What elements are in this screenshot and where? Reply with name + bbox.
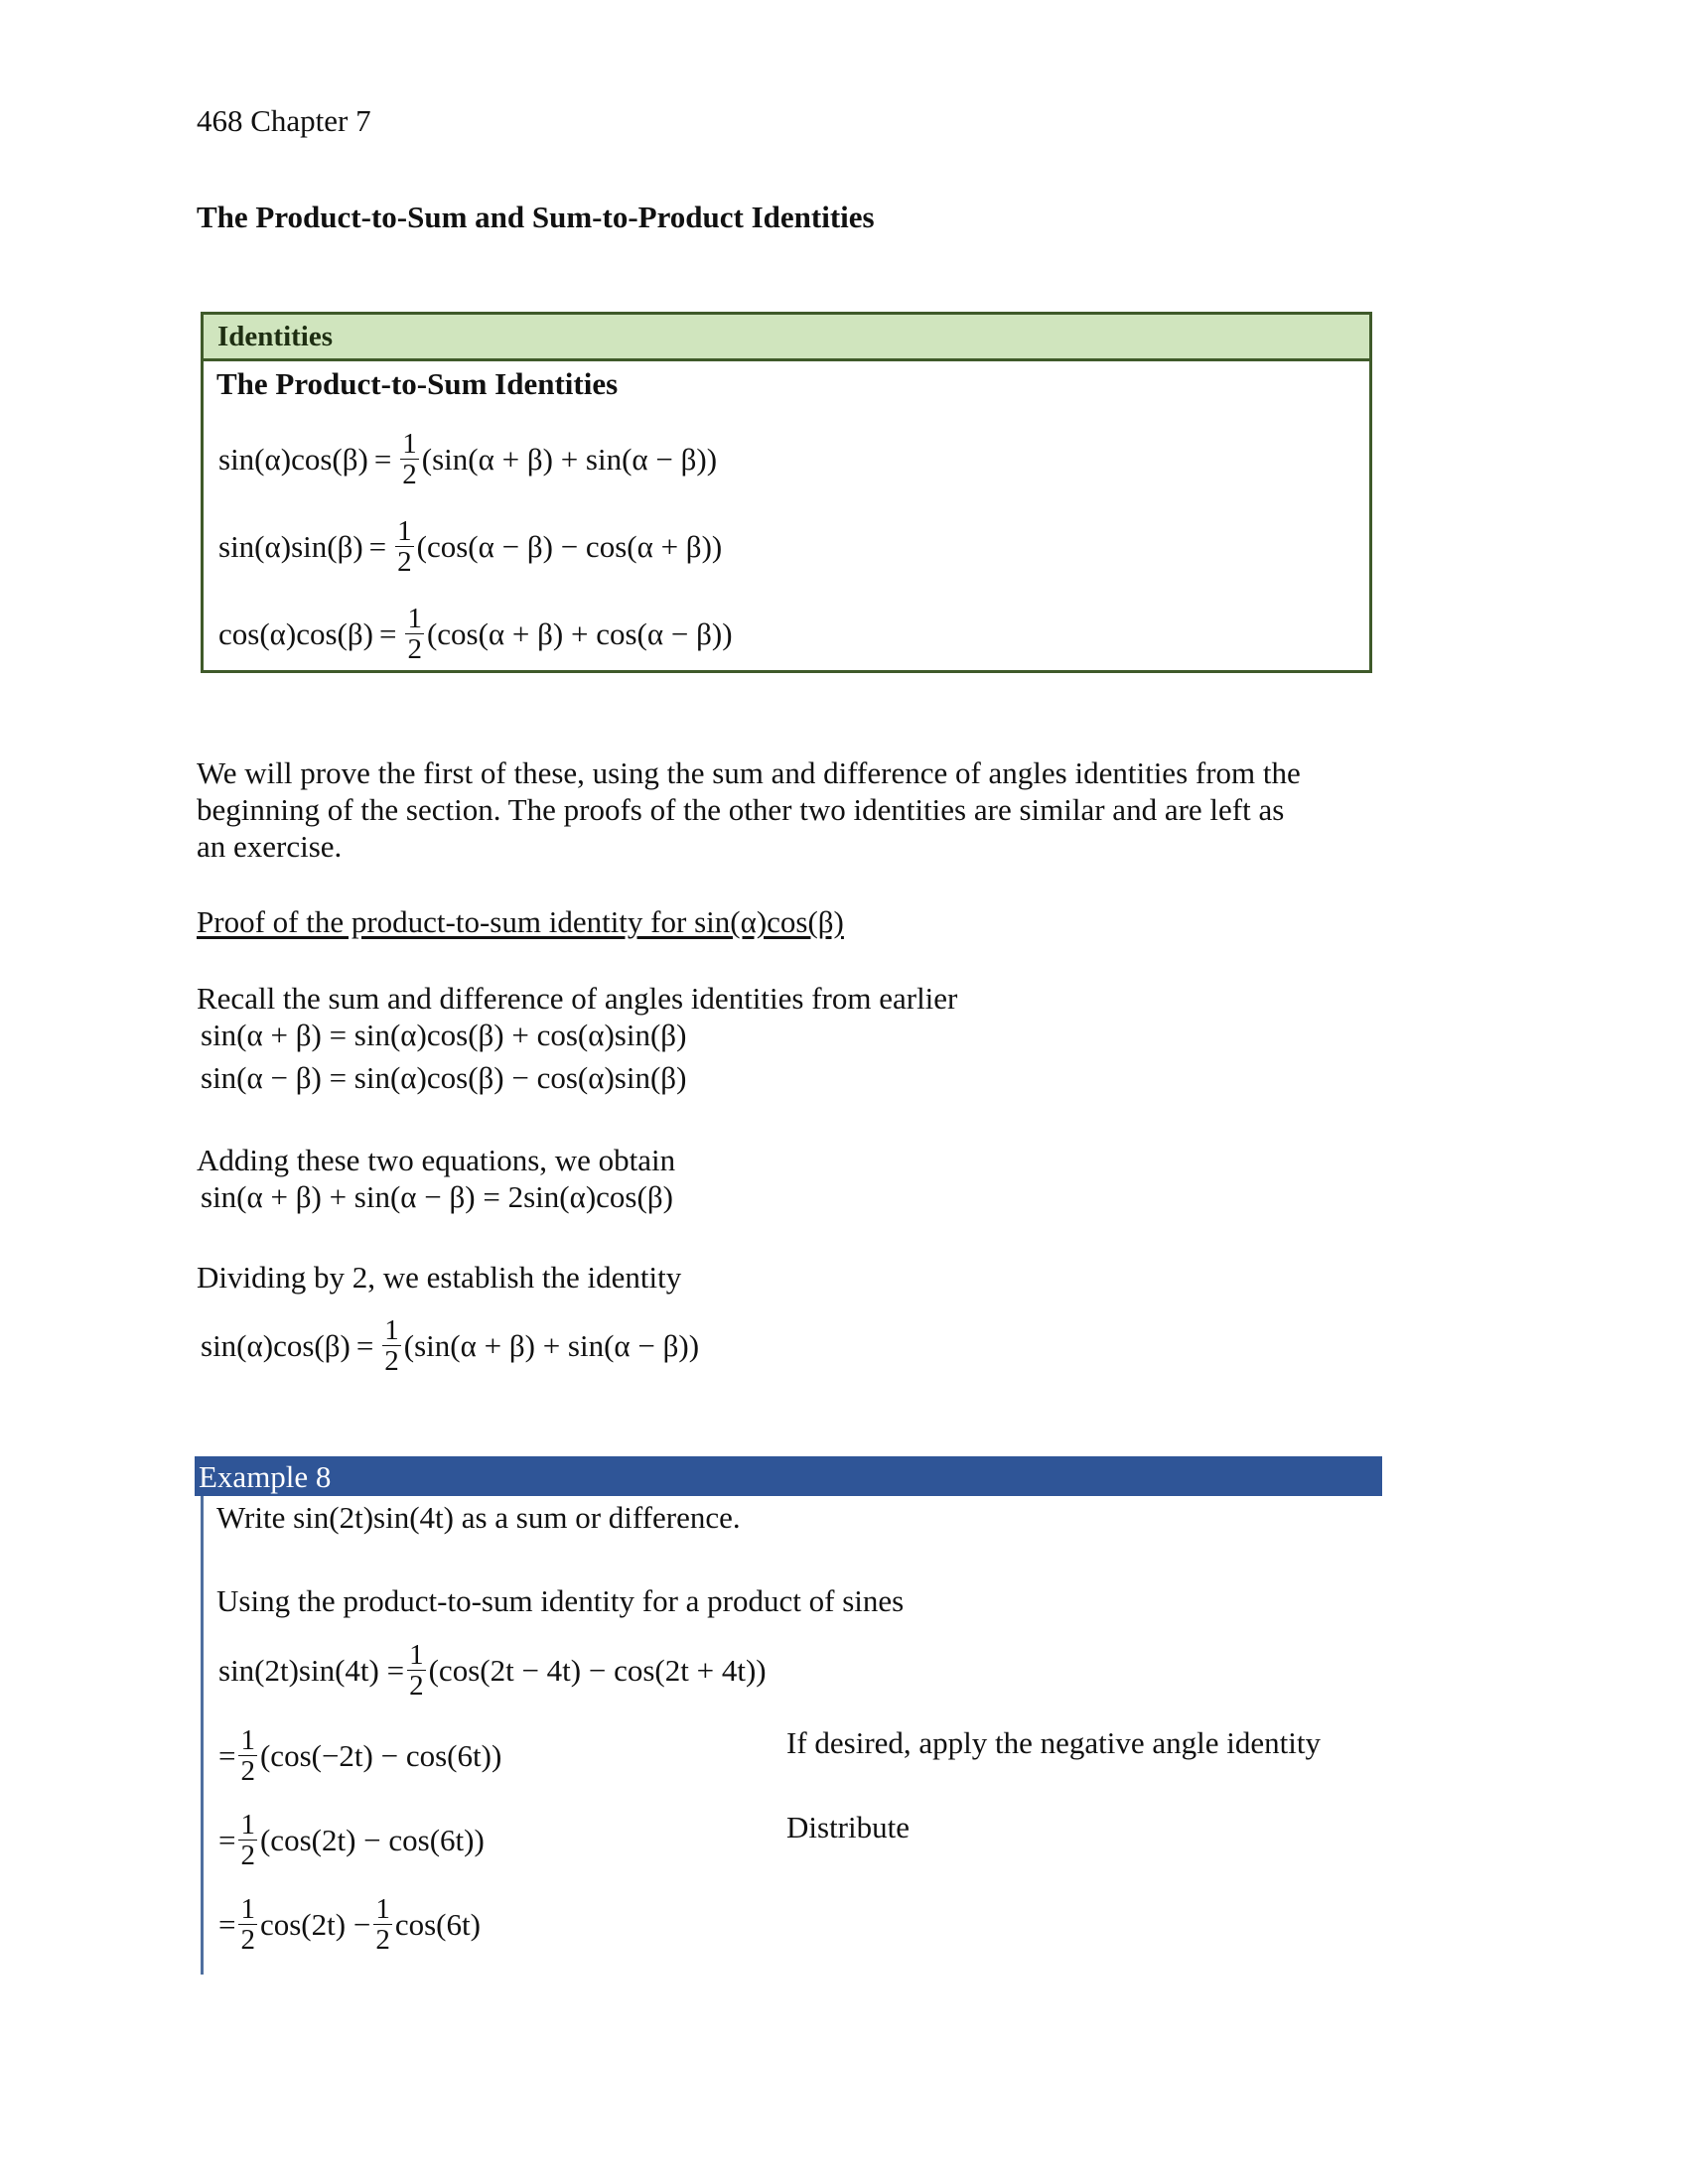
numerator: 1 (397, 515, 412, 547)
identity-formula: sin(α)sin(β) = $\frac{1}{2}$ (cos(α − β) − cos(α + β)) (218, 515, 723, 578)
denominator: 2 (402, 459, 417, 490)
formula-lhs: sin(α)sin(β) (218, 528, 363, 564)
step-note: Distribute (786, 1810, 910, 1844)
formula-rhs: (cos(α − β) − cos(α + β)) (416, 528, 723, 564)
step-lhs: sin(2t)sin(4t) = (218, 1652, 405, 1688)
intro-line: an exercise. (197, 829, 343, 864)
recall-equation-2: sin(α − β) = sin(α)cos(β) − cos(α)sin(β) (201, 1060, 687, 1095)
numerator: 1 (402, 428, 417, 460)
fraction (238, 1725, 257, 1786)
identities-box-header: Identities (204, 315, 1369, 361)
proof-heading: Proof of the product-to-sum identity for sin(α)cos(β) (197, 904, 844, 939)
step-lhs: = (218, 1822, 236, 1857)
formula-rhs: (sin(α + β) + sin(α − β)) (421, 441, 718, 477)
fraction (407, 1640, 426, 1701)
numerator: 1 (240, 1893, 255, 1925)
intro-line: beginning of the section. The proofs of the other two identities are similar and are left as (197, 792, 1285, 827)
example-step (218, 1894, 481, 1955)
method-text: Using the product-to-sum identity for a product of sines (216, 1583, 905, 1618)
denominator: 2 (240, 1840, 255, 1871)
dividing-text: Dividing by 2, we establish the identity (197, 1260, 682, 1295)
identity-formula: cos(α)cos(β) = $\frac{1}{2}$ (cos(α + β) + cos(α − β)) (218, 603, 733, 665)
example-header-band (195, 1456, 1382, 1496)
denominator: 2 (240, 1924, 255, 1956)
formula-rhs: (cos(α + β) + cos(α − β)) (426, 615, 733, 651)
fraction (405, 604, 424, 664)
example-label: Example 8 (199, 1459, 332, 1494)
page-header: 468 Chapter 7 (197, 103, 371, 138)
prompt-text: as a sum or difference. (453, 1500, 741, 1535)
identities-subheading: The Product-to-Sum Identities (216, 366, 619, 401)
example-step (218, 1725, 501, 1786)
denominator: 2 (375, 1924, 390, 1956)
example-prompt (216, 1499, 741, 1537)
recall-text: Recall the sum and difference of angles identities from earlier (197, 981, 958, 1016)
numerator: 1 (409, 1639, 424, 1671)
fraction (238, 1810, 257, 1870)
numerator: 1 (407, 603, 422, 634)
adding-text: Adding these two equations, we obtain (197, 1143, 676, 1177)
final-identity: sin(α)cos(β) = $\frac{1}{2}$ (sin(α + β) + sin(α − β)) (201, 1314, 700, 1377)
recall-equation-1: sin(α + β) = sin(α)cos(β) + cos(α)sin(β) (201, 1018, 687, 1052)
step-rhs: (cos(2t) − cos(6t)) (259, 1822, 485, 1857)
step-note: If desired, apply the negative angle identity (786, 1725, 1322, 1760)
step-lhs: = (218, 1737, 236, 1773)
example-step (218, 1640, 767, 1701)
formula-rhs: (sin(α + β) + sin(α − β)) (403, 1327, 700, 1363)
formula-lhs: cos(α)cos(β) (218, 615, 373, 651)
denominator: 2 (407, 633, 422, 665)
denominator: 2 (409, 1670, 424, 1702)
fraction (395, 516, 414, 577)
example-left-rule (201, 1496, 204, 1975)
prompt-math: sin(2t)sin(4t) (293, 1500, 454, 1535)
denominator: 2 (384, 1345, 399, 1377)
fraction (382, 1315, 401, 1376)
adding-equation: sin(α + β) + sin(α − β) = 2sin(α)cos(β) (201, 1179, 673, 1214)
formula-lhs: sin(α)cos(β) (201, 1327, 351, 1363)
step-rhs: cos(6t) (394, 1906, 481, 1942)
denominator: 2 (397, 546, 412, 578)
section-title: The Product-to-Sum and Sum-to-Product Identities (197, 200, 875, 234)
fraction (400, 429, 419, 489)
step-rhs: (cos(2t − 4t) − cos(2t + 4t)) (428, 1652, 767, 1688)
numerator: 1 (375, 1893, 390, 1925)
step-rhs: (cos(−2t) − cos(6t)) (259, 1737, 502, 1773)
intro-line: We will prove the first of these, using the sum and difference of angles identities from the (197, 755, 1301, 790)
step-lhs: = (218, 1906, 236, 1942)
denominator: 2 (240, 1755, 255, 1787)
numerator: 1 (384, 1314, 399, 1346)
example-step (218, 1810, 485, 1870)
numerator: 1 (240, 1809, 255, 1841)
numerator: 1 (240, 1724, 255, 1756)
prompt-text: Write (216, 1500, 294, 1535)
fraction (238, 1894, 257, 1955)
fraction (373, 1894, 392, 1955)
formula-lhs: sin(α)cos(β) (218, 441, 368, 477)
step-rhs: cos(2t) − (259, 1906, 371, 1942)
identity-formula: sin(α)cos(β) = $\frac{1}{2}$ (sin(α + β) + sin(α − β)) (218, 428, 718, 490)
